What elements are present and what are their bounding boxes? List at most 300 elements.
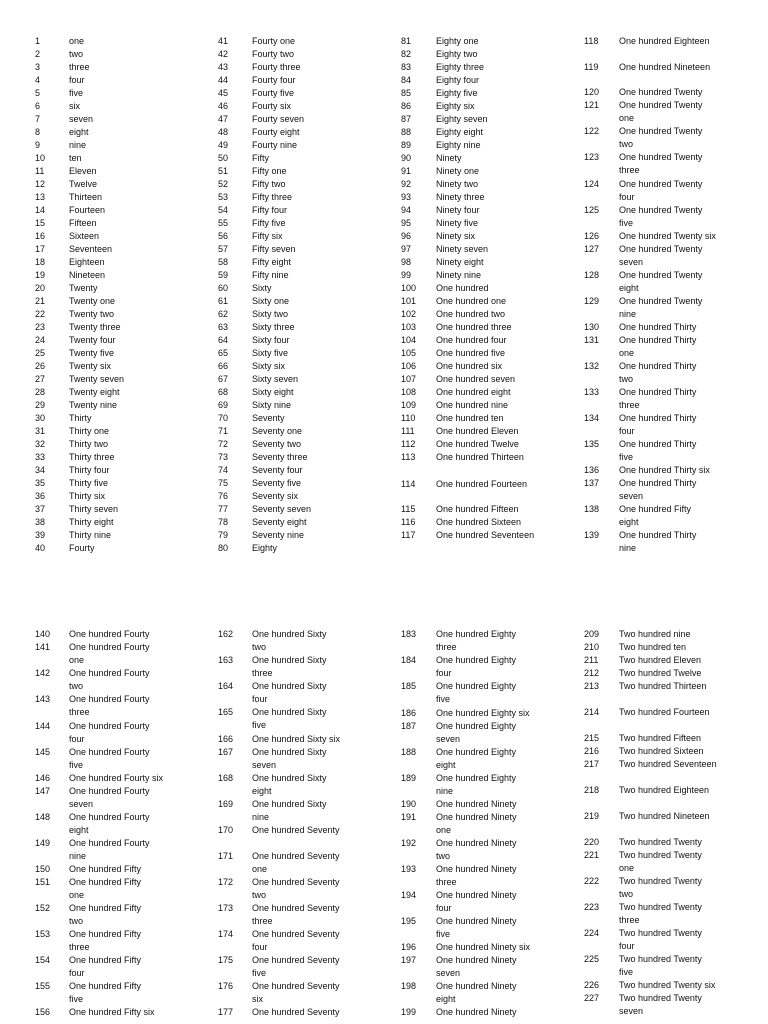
row-words: Fifty two: [252, 179, 286, 189]
row-number: 76: [218, 491, 229, 501]
row-words: Thirty eight: [69, 517, 114, 527]
row-number: 170: [218, 825, 234, 835]
row-number: 128: [584, 270, 600, 280]
row-words: One hundred Thirty: [619, 530, 697, 540]
row-words: One hundred Eighty six: [436, 708, 530, 718]
row-words: Fifty six: [252, 231, 283, 241]
row-number: 121: [584, 100, 600, 110]
row-number: 25: [35, 348, 46, 358]
row-number: 49: [218, 140, 229, 150]
row-words: One hundred Thirty: [619, 478, 697, 488]
row-words: four: [69, 75, 85, 85]
row-number: 94: [401, 205, 412, 215]
row-number: 75: [218, 478, 229, 488]
row-words: One hundred Eighty: [436, 773, 517, 783]
row-words: Fifty five: [252, 218, 286, 228]
row-words: One hundred Twelve: [436, 439, 519, 449]
row-number: 96: [401, 231, 412, 241]
row-words-continued: two: [619, 889, 634, 899]
row-words-continued: two: [69, 916, 84, 926]
row-words: One hundred Thirty: [619, 361, 697, 371]
row-words: Eighty two: [436, 49, 478, 59]
row-words-continued: seven: [436, 734, 461, 744]
row-words: One hundred Thirty: [619, 387, 697, 397]
row-number: 173: [218, 903, 234, 913]
row-words: eight: [69, 127, 89, 137]
row-number: 51: [218, 166, 229, 176]
row-number: 147: [35, 786, 51, 796]
row-number: 90: [401, 153, 412, 163]
row-number: 56: [218, 231, 229, 241]
row-number: 13: [35, 192, 46, 202]
row-words: Ninety nine: [436, 270, 482, 280]
row-words: Eighty five: [436, 88, 478, 98]
row-words: Ninety seven: [436, 244, 489, 254]
row-words: Sixty: [252, 283, 272, 293]
row-number: 59: [218, 270, 229, 280]
row-number: 9: [35, 140, 41, 150]
row-words: One hundred Thirteen: [436, 452, 524, 462]
row-words: Twenty: [69, 283, 98, 293]
row-number: 134: [584, 413, 600, 423]
row-words: Sixty seven: [252, 374, 299, 384]
row-words: Two hundred Fourteen: [619, 707, 710, 717]
row-number: 183: [401, 629, 417, 639]
row-words: One hundred Ninety: [436, 799, 517, 809]
row-words: Thirty one: [69, 426, 110, 436]
row-words-continued: three: [619, 165, 640, 175]
row-words: Seventy five: [252, 478, 302, 488]
row-words: Eighty six: [436, 101, 475, 111]
row-words: One hundred Fourteen: [436, 479, 528, 489]
row-number: 79: [218, 530, 229, 540]
row-number: 199: [401, 1007, 417, 1017]
row-number: 145: [35, 747, 51, 757]
row-number: 2: [35, 49, 41, 59]
row-number: 47: [218, 114, 229, 124]
row-number: 48: [218, 127, 229, 137]
row-words: Fourty six: [252, 101, 292, 111]
row-words: One hundred Thirty: [619, 335, 697, 345]
row-number: 153: [35, 929, 51, 939]
row-words: One hundred Seventy: [252, 981, 340, 991]
row-number: 195: [401, 916, 417, 926]
row-words: One hundred Sixty: [252, 747, 327, 757]
row-number: 23: [35, 322, 46, 332]
row-number: 225: [584, 954, 600, 964]
row-words-continued: eight: [619, 517, 639, 527]
row-words-continued: one: [619, 348, 635, 358]
row-words: One hundred Fourty: [69, 786, 150, 796]
row-number: 189: [401, 773, 417, 783]
row-words: Fifty three: [252, 192, 293, 202]
row-number: 210: [584, 642, 600, 652]
row-number: 66: [218, 361, 229, 371]
row-words-continued: four: [436, 668, 452, 678]
row-number: 132: [584, 361, 600, 371]
row-number: 37: [35, 504, 46, 514]
row-number: 113: [401, 452, 416, 462]
row-words: One hundred five: [436, 348, 506, 358]
row-words: One hundred Thirty: [619, 439, 697, 449]
row-words: Seventy four: [252, 465, 303, 475]
row-number: 172: [218, 877, 234, 887]
row-number: 155: [35, 981, 51, 991]
row-number: 18: [35, 257, 46, 267]
row-words: Ninety six: [436, 231, 476, 241]
row-words: Two hundred Twenty: [619, 954, 702, 964]
row-number: 215: [584, 733, 600, 743]
row-number: 100: [401, 283, 417, 293]
row-words: One hundred Fourty: [69, 668, 150, 678]
row-words-continued: four: [69, 734, 85, 744]
row-number: 20: [35, 283, 46, 293]
row-words-continued: one: [69, 655, 85, 665]
row-words: One hundred nine: [436, 400, 509, 410]
row-words: Eighteen: [69, 257, 105, 267]
row-words: One hundred Seventy: [252, 851, 340, 861]
row-number: 116: [401, 517, 416, 527]
row-number: 30: [35, 413, 46, 423]
row-words: seven: [69, 114, 94, 124]
row-number: 115: [401, 504, 416, 514]
row-number: 112: [401, 439, 416, 449]
row-number: 21: [35, 296, 46, 306]
row-number: 42: [218, 49, 229, 59]
row-number: 91: [401, 166, 412, 176]
row-words: One hundred Fourty: [69, 812, 150, 822]
row-number: 187: [401, 721, 417, 731]
row-words-continued: six: [252, 994, 263, 1004]
row-words: One hundred eight: [436, 387, 511, 397]
row-words: One hundred Fourty: [69, 747, 150, 757]
row-number: 22: [35, 309, 46, 319]
row-number: 110: [401, 413, 416, 423]
row-words-continued: three: [252, 916, 273, 926]
row-words: Two hundred ten: [619, 642, 687, 652]
row-number: 197: [401, 955, 417, 965]
row-number: 214: [584, 707, 600, 717]
row-number: 105: [401, 348, 417, 358]
row-number: 81: [401, 36, 412, 46]
row-number: 106: [401, 361, 417, 371]
row-words: One hundred Nineteen: [619, 62, 711, 72]
row-words: Ninety eight: [436, 257, 484, 267]
row-number: 33: [35, 452, 46, 462]
row-number: 164: [218, 681, 234, 691]
row-words-continued: three: [436, 877, 457, 887]
row-number: 102: [401, 309, 417, 319]
row-number: 61: [218, 296, 229, 306]
row-words-continued: nine: [69, 851, 87, 861]
row-words: Fifty: [252, 153, 269, 163]
row-words: Two hundred Twenty: [619, 837, 702, 847]
row-number: 111: [401, 426, 415, 436]
row-words: Seventy: [252, 413, 285, 423]
row-words: One hundred Twenty: [619, 179, 703, 189]
row-words-continued: eight: [252, 786, 272, 796]
row-number: 168: [218, 773, 234, 783]
row-words: One hundred seven: [436, 374, 516, 384]
row-number: 71: [218, 426, 229, 436]
row-words: One hundred Fifty: [69, 903, 142, 913]
row-number: 95: [401, 218, 412, 228]
row-words: One hundred Twenty six: [619, 231, 716, 241]
row-words: Twenty four: [69, 335, 116, 345]
row-words: Fourty three: [252, 62, 301, 72]
row-words: Twenty one: [69, 296, 116, 306]
row-number: 58: [218, 257, 229, 267]
row-words: Eleven: [69, 166, 97, 176]
row-number: 118: [584, 36, 599, 46]
row-words-continued: seven: [436, 968, 461, 978]
row-words: Ninety four: [436, 205, 480, 215]
row-number: 166: [218, 734, 234, 744]
row-words-continued: four: [252, 942, 268, 952]
row-words: One hundred Ninety: [436, 864, 517, 874]
row-words: One hundred Ninety: [436, 981, 517, 991]
row-number: 65: [218, 348, 229, 358]
row-words: Fourty nine: [252, 140, 298, 150]
row-number: 86: [401, 101, 412, 111]
row-words-continued: seven: [252, 760, 277, 770]
row-words: One hundred Ninety: [436, 1007, 517, 1017]
row-number: 224: [584, 928, 600, 938]
row-words: One hundred Fifty: [69, 955, 142, 965]
row-words: Sixty five: [252, 348, 289, 358]
row-words-continued: three: [252, 668, 273, 678]
row-words-continued: three: [619, 400, 640, 410]
row-number: 99: [401, 270, 412, 280]
row-number: 129: [584, 296, 600, 306]
row-words: One hundred Eighty: [436, 655, 517, 665]
row-words-continued: four: [69, 968, 85, 978]
row-number: 150: [35, 864, 51, 874]
row-words: Fourteen: [69, 205, 106, 215]
row-words: Fourty: [69, 543, 95, 553]
row-number: 165: [218, 707, 234, 717]
row-words: One hundred Fifteen: [436, 504, 519, 514]
row-number: 84: [401, 75, 412, 85]
row-words-continued: seven: [619, 257, 644, 267]
row-words: One hundred Fifty six: [69, 1007, 155, 1017]
row-number: 139: [584, 530, 600, 540]
row-number: 142: [35, 668, 51, 678]
row-number: 27: [35, 374, 46, 384]
row-number: 7: [35, 114, 41, 124]
row-number: 80: [218, 543, 229, 553]
row-words: One hundred three: [436, 322, 512, 332]
row-words: One hundred Fifty: [619, 504, 692, 514]
row-words: Two hundred Twenty: [619, 928, 702, 938]
row-words: Fourty seven: [252, 114, 305, 124]
row-words: Fifty one: [252, 166, 287, 176]
row-number: 177: [218, 1007, 234, 1017]
row-number: 217: [584, 759, 600, 769]
row-words: Thirty five: [69, 478, 109, 488]
row-words-continued: four: [619, 192, 635, 202]
row-words-continued: four: [436, 903, 452, 913]
row-words-continued: one: [619, 863, 635, 873]
row-number: 163: [218, 655, 234, 665]
row-number: 191: [401, 812, 417, 822]
row-words: two: [69, 49, 84, 59]
row-words: Two hundred Sixteen: [619, 746, 704, 756]
row-words: Twenty three: [69, 322, 121, 332]
row-words: Twelve: [69, 179, 98, 189]
row-words: One hundred six: [436, 361, 503, 371]
row-number: 185: [401, 681, 417, 691]
row-number: 40: [35, 543, 46, 553]
row-words: Sixteen: [69, 231, 100, 241]
row-words: Sixty two: [252, 309, 289, 319]
row-number: 114: [401, 479, 416, 489]
row-words: One hundred four: [436, 335, 507, 345]
row-words: Twenty nine: [69, 400, 118, 410]
row-words: Fifty seven: [252, 244, 296, 254]
row-words: Eighty four: [436, 75, 480, 85]
row-words: Seventeen: [69, 244, 113, 254]
row-number: 141: [35, 642, 51, 652]
row-words: One hundred two: [436, 309, 506, 319]
row-number: 38: [35, 517, 46, 527]
row-number: 55: [218, 218, 229, 228]
row-words-continued: eight: [619, 283, 639, 293]
row-words: Two hundred Twenty: [619, 850, 702, 860]
row-number: 156: [35, 1007, 51, 1017]
row-words: One hundred Thirty: [619, 322, 697, 332]
row-words-continued: one: [619, 113, 635, 123]
row-number: 8: [35, 127, 41, 137]
row-words: One hundred Twenty: [619, 296, 703, 306]
row-number: 194: [401, 890, 417, 900]
row-words: Twenty eight: [69, 387, 120, 397]
row-words-continued: five: [436, 694, 451, 704]
row-words-continued: seven: [619, 1006, 644, 1016]
row-number: 1: [35, 36, 41, 46]
row-words: Sixty nine: [252, 400, 292, 410]
row-number: 152: [35, 903, 51, 913]
row-number: 122: [584, 126, 600, 136]
row-number: 98: [401, 257, 412, 267]
row-words: nine: [69, 140, 87, 150]
row-words-continued: four: [619, 941, 635, 951]
row-words: Fifteen: [69, 218, 97, 228]
row-number: 92: [401, 179, 412, 189]
row-words: One hundred Fourty: [69, 694, 150, 704]
row-number: 108: [401, 387, 417, 397]
row-words: Twenty five: [69, 348, 115, 358]
row-number: 93: [401, 192, 412, 202]
row-words: Sixty one: [252, 296, 290, 306]
row-words: Eighty eight: [436, 127, 484, 137]
row-number: 62: [218, 309, 229, 319]
row-number: 10: [35, 153, 46, 163]
row-number: 32: [35, 439, 46, 449]
row-number: 196: [401, 942, 417, 952]
row-words-continued: nine: [436, 786, 454, 796]
row-number: 124: [584, 179, 600, 189]
row-words-continued: three: [69, 707, 90, 717]
row-number: 82: [401, 49, 412, 59]
row-words: One hundred Eighty: [436, 721, 517, 731]
row-number: 174: [218, 929, 234, 939]
row-words-continued: one: [252, 864, 268, 874]
row-number: 226: [584, 980, 600, 990]
row-number: 151: [35, 877, 51, 887]
row-number: 123: [584, 152, 600, 162]
row-words: One hundred Fourty: [69, 642, 150, 652]
row-words: One hundred Sixty: [252, 681, 327, 691]
row-number: 36: [35, 491, 46, 501]
row-number: 216: [584, 746, 600, 756]
row-number: 146: [35, 773, 51, 783]
row-number: 127: [584, 244, 600, 254]
row-words: Thirteen: [69, 192, 103, 202]
row-words: One hundred Fourty: [69, 721, 150, 731]
row-words: One hundred Eighty: [436, 681, 517, 691]
row-words-continued: three: [436, 642, 457, 652]
row-words: One hundred Fourty six: [69, 773, 164, 783]
row-words: Thirty three: [69, 452, 115, 462]
row-number: 175: [218, 955, 234, 965]
row-words: Two hundred nine: [619, 629, 691, 639]
row-words-continued: five: [252, 968, 267, 978]
row-words-continued: five: [252, 720, 267, 730]
row-words: Two hundred Twenty: [619, 876, 702, 886]
row-words: one: [69, 36, 85, 46]
row-number: 218: [584, 785, 600, 795]
row-number: 88: [401, 127, 412, 137]
row-words-continued: five: [69, 760, 84, 770]
row-words: One hundred Ninety: [436, 812, 517, 822]
row-words: One hundred Sixty: [252, 655, 327, 665]
row-words-continued: two: [252, 642, 267, 652]
row-words: Seventy one: [252, 426, 303, 436]
row-words-continued: five: [619, 218, 634, 228]
row-words: One hundred Twenty: [619, 270, 703, 280]
row-words: One hundred Fifty: [69, 864, 142, 874]
row-number: 16: [35, 231, 46, 241]
row-words: Twenty seven: [69, 374, 125, 384]
row-words: Nineteen: [69, 270, 106, 280]
row-words: One hundred Thirty six: [619, 465, 710, 475]
row-number: 119: [584, 62, 599, 72]
row-number: 143: [35, 694, 51, 704]
row-number: 44: [218, 75, 229, 85]
row-words: Thirty two: [69, 439, 109, 449]
row-words-continued: nine: [619, 543, 637, 553]
row-number: 3: [35, 62, 41, 72]
row-words: One hundred Seventy: [252, 877, 340, 887]
row-words-continued: four: [619, 426, 635, 436]
row-words: One hundred Eleven: [436, 426, 519, 436]
row-words: Two hundred Twenty: [619, 993, 702, 1003]
row-number: 104: [401, 335, 417, 345]
row-words: Fourty one: [252, 36, 296, 46]
row-number: 60: [218, 283, 229, 293]
row-words: Two hundred Eighteen: [619, 785, 710, 795]
row-number: 26: [35, 361, 46, 371]
row-words: Fifty nine: [252, 270, 289, 280]
row-number: 169: [218, 799, 234, 809]
row-words: Seventy two: [252, 439, 302, 449]
row-words-continued: five: [619, 452, 634, 462]
row-number: 97: [401, 244, 412, 254]
row-words-continued: one: [69, 890, 85, 900]
row-words-continued: two: [69, 681, 84, 691]
row-number: 72: [218, 439, 229, 449]
